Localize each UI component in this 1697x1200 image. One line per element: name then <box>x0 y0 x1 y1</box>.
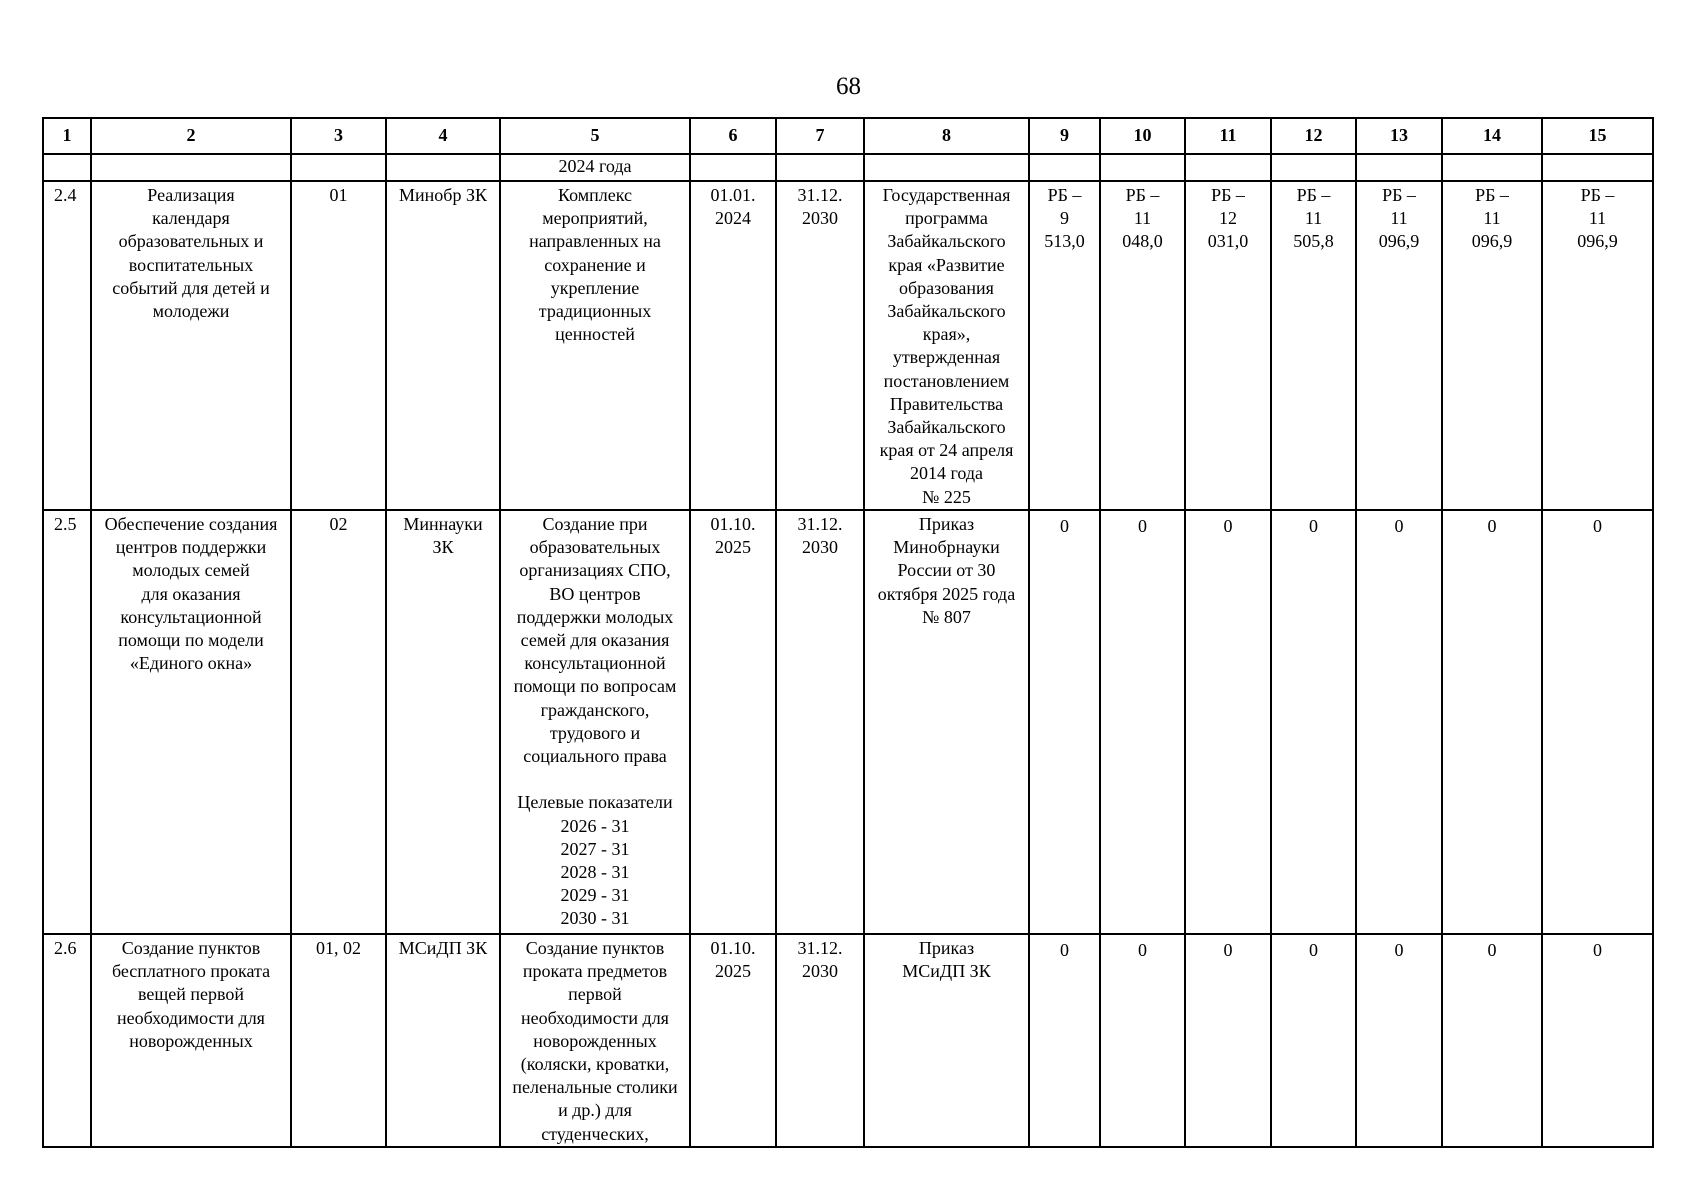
page-number: 68 <box>836 73 861 100</box>
expected-result: Создание пунктов проката предметов первой необходимости для новорожденных (коляски, кроватки, пеленальные столики и др.) для студенческих, <box>500 934 690 1147</box>
header-cell: 5 <box>500 118 690 154</box>
legal-basis: Государственная программа Забайкальского края «Развитие образования Забайкальского края», утвержденная постановлением Правительства Забайкальского края от 24 апреля 2014 года № 225 <box>864 181 1029 510</box>
start-date: 01.10. 2025 <box>690 934 776 1147</box>
task-code: 02 <box>291 510 386 934</box>
funding-cell: 0 <box>1442 934 1542 1147</box>
row-number: 2.5 <box>43 510 91 934</box>
funding-cell: 0 <box>1185 934 1271 1147</box>
measure-name: Создание пунктов бесплатного проката вещей первой необходимости для новорожденных <box>91 934 291 1147</box>
legal-basis: Приказ Минобрнауки России от 30 октября 2025 года № 807 <box>864 510 1029 934</box>
task-code: 01, 02 <box>291 934 386 1147</box>
header-cell: 10 <box>1100 118 1185 154</box>
executor: Минобр ЗК <box>386 181 500 510</box>
header-cell: 15 <box>1542 118 1653 154</box>
funding-cell: 0 <box>1029 510 1100 934</box>
header-cell: 14 <box>1442 118 1542 154</box>
funding-cell: РБ – 12 031,0 <box>1185 181 1271 510</box>
end-date: 31.12. 2030 <box>776 934 864 1147</box>
funding-cell: РБ – 11 096,9 <box>1356 181 1442 510</box>
funding-cell: 0 <box>1185 510 1271 934</box>
continuation-text: 2024 года <box>500 154 690 181</box>
header-cell: 8 <box>864 118 1029 154</box>
task-code: 01 <box>291 181 386 510</box>
end-date: 31.12. 2030 <box>776 510 864 934</box>
header-cell: 11 <box>1185 118 1271 154</box>
start-date: 01.01. 2024 <box>690 181 776 510</box>
measure-name: Реализация календаря образовательных и воспитательных событий для детей и молодежи <box>91 181 291 510</box>
header-cell: 9 <box>1029 118 1100 154</box>
funding-cell: РБ – 11 096,9 <box>1542 181 1653 510</box>
legal-basis: Приказ МСиДП ЗК <box>864 934 1029 1147</box>
table-row <box>43 934 1653 1147</box>
header-cell: 7 <box>776 118 864 154</box>
header-cell: 6 <box>690 118 776 154</box>
funding-cell: 0 <box>1100 934 1185 1147</box>
funding-cell: РБ – 11 048,0 <box>1100 181 1185 510</box>
end-date: 31.12. 2030 <box>776 181 864 510</box>
header-row <box>43 118 1653 154</box>
funding-cell: РБ – 11 505,8 <box>1271 181 1356 510</box>
funding-cell: 0 <box>1356 510 1442 934</box>
measure-name: Обеспечение создания центров поддержки молодых семей для оказания консультационной помощи по модели «Единого окна» <box>91 510 291 934</box>
header-cell: 4 <box>386 118 500 154</box>
funding-cell: 0 <box>1442 510 1542 934</box>
header-cell: 1 <box>43 118 91 154</box>
funding-cell: 0 <box>1029 934 1100 1147</box>
header-cell: 3 <box>291 118 386 154</box>
table-row <box>43 181 1653 510</box>
header-cell: 13 <box>1356 118 1442 154</box>
funding-cell: 0 <box>1271 510 1356 934</box>
funding-cell: 0 <box>1356 934 1442 1147</box>
funding-cell: 0 <box>1542 934 1653 1147</box>
executor: Миннауки ЗК <box>386 510 500 934</box>
funding-cell: РБ – 11 096,9 <box>1442 181 1542 510</box>
executor: МСиДП ЗК <box>386 934 500 1147</box>
row-number: 2.4 <box>43 181 91 510</box>
expected-result: Комплекс мероприятий, направленных на сохранение и укрепление традиционных ценностей <box>500 181 690 510</box>
measures-table <box>42 117 1654 1148</box>
funding-cell: 0 <box>1100 510 1185 934</box>
table-row <box>43 510 1653 934</box>
header-cell: 12 <box>1271 118 1356 154</box>
continuation-row <box>43 154 1653 181</box>
funding-cell: 0 <box>1271 934 1356 1147</box>
start-date: 01.10. 2025 <box>690 510 776 934</box>
funding-cell: РБ – 9 513,0 <box>1029 181 1100 510</box>
funding-cell: 0 <box>1542 510 1653 934</box>
expected-result: Создание при образовательных организациях СПО, ВО центров поддержки молодых семей для оказания консультационной помощи по вопросам гражданского, трудового и социального права Целевые показатели 2026 - 31 2027 - 31 2028 - 31 2029 - 31 2030 - 31 <box>500 510 690 934</box>
row-number: 2.6 <box>43 934 91 1147</box>
header-cell: 2 <box>91 118 291 154</box>
